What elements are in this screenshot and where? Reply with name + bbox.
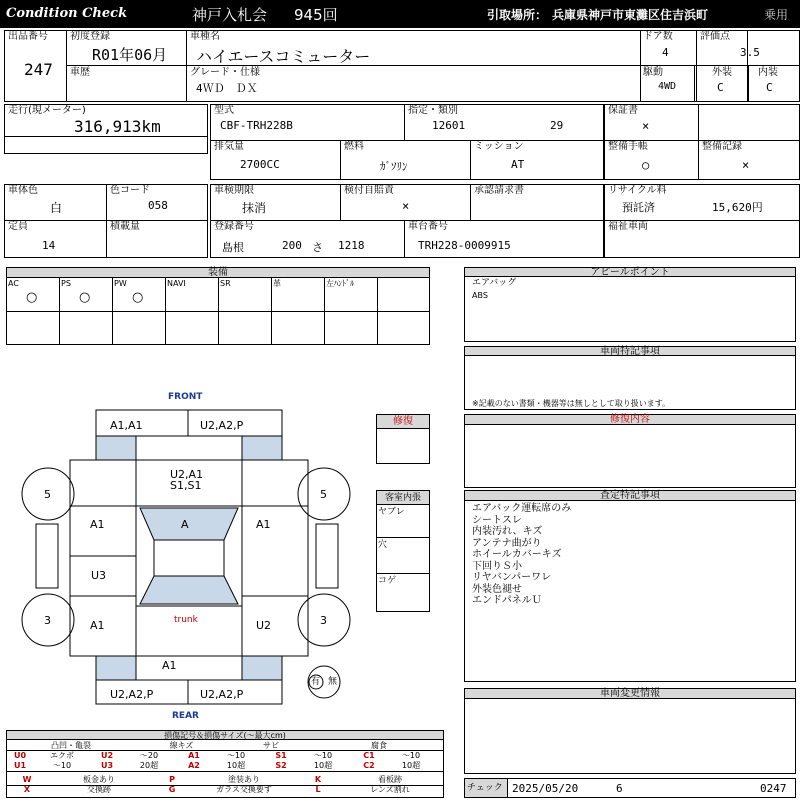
inspection-note-line: アンテナ曲がり <box>472 537 542 549</box>
designation-value: 12601 <box>432 119 466 132</box>
appeal-line-1: エアバッグ <box>472 278 517 288</box>
interior-label: 内装 <box>758 67 778 78</box>
inspection-notes-title: 査定特記事項 <box>465 491 795 501</box>
cabin-title: 客室内張 <box>377 491 429 505</box>
equipment-name: PW <box>114 279 127 288</box>
plate-label: 登録番号 <box>214 221 254 232</box>
car-name-label: 車種名 <box>190 31 220 42</box>
recycle-fee: 15,620円 <box>712 201 763 214</box>
legend-desc: 〜10 <box>226 751 246 760</box>
damage-left-rear: A1 <box>90 619 105 632</box>
legend-desc: ガラス交換要す <box>216 785 272 794</box>
color-label: 車体色 <box>8 185 38 196</box>
inspection-note-line: リヤバンパーワレ <box>472 572 552 583</box>
legend-desc: 20超 <box>139 761 159 770</box>
inspection-note-line: エアバック運転席のみ <box>472 503 572 514</box>
equipment-name: SR <box>220 279 231 288</box>
damage-left-front-door: A1 <box>90 518 105 531</box>
color-code-label: 色コード <box>110 185 150 196</box>
first-reg-value: R01年06月 <box>92 46 168 64</box>
damage-front-right: U2,A2,P <box>200 419 244 432</box>
recycle-status: 預託済 <box>622 201 655 214</box>
damage-rear-center: A1 <box>162 659 177 672</box>
approval-label: 承認請求書 <box>474 185 524 196</box>
cabin-row-hole: 穴 <box>378 540 388 550</box>
appeal-line-2: ABS <box>472 291 488 300</box>
category-number: 29 <box>550 119 564 132</box>
inspection-note-line: シートスレ <box>472 514 522 526</box>
tire-front-right: 5 <box>320 488 327 501</box>
legend-desc: エクボ <box>50 751 74 760</box>
auction-session: 945回 <box>294 6 338 24</box>
chassis-label: 車台番号 <box>408 221 448 232</box>
special-notes-disclaimer: ※記載のない書類・機器等は無しとして取り扱います。 <box>472 399 671 408</box>
tire-rear-left: 3 <box>44 614 51 627</box>
inspection-note-line: ホイールカバーキズ <box>472 549 562 560</box>
legend-desc: 10超 <box>313 761 333 770</box>
lot-label: 出品番号 <box>8 31 48 42</box>
model-value: CBF-TRH228B <box>220 119 293 132</box>
legend-code: C1 <box>363 751 375 760</box>
legend-code: U1 <box>13 761 27 770</box>
chassis-value: TRH228-0009915 <box>418 239 511 252</box>
insurance-value: × <box>402 199 410 213</box>
equipment-name: 革 <box>273 279 281 288</box>
legend-group: 線キズ <box>169 741 194 750</box>
model-label: 型式 <box>214 105 234 116</box>
pickup-location: 兵庫県神戸市東灘区住吉浜町 <box>552 8 709 22</box>
legend-desc: 〜20 <box>139 751 159 760</box>
inspection-note-line: 内装汚れ、キズ <box>472 526 543 537</box>
car-damage-diagram <box>0 380 376 720</box>
interior-value: C <box>766 81 773 94</box>
fuel-value: ｶﾞｿﾘﾝ <box>380 160 408 173</box>
service-record-label: 整備記録 <box>702 141 742 152</box>
legend-code: K <box>314 775 322 784</box>
change-info-title: 車両変更情報 <box>465 689 795 699</box>
check-number: 6 <box>616 782 623 795</box>
inspection-note-line: エンドパネルＵ <box>472 595 542 606</box>
damage-front-left: A1,A1 <box>110 419 143 432</box>
drive-value: 4WD <box>658 81 677 92</box>
legend-code: U3 <box>100 761 114 770</box>
color-code-value: 058 <box>148 199 168 212</box>
insurance-label: 検付自賠責 <box>344 185 394 196</box>
equipment-value: ○ <box>79 290 91 305</box>
auction-name: 神戸入札会 <box>192 6 268 24</box>
legend-code: S1 <box>275 751 287 760</box>
check-date: 2025/05/20 <box>512 782 579 795</box>
legend-desc: 看板跡 <box>378 775 402 784</box>
plate-number: 1218 <box>338 239 365 252</box>
lot-number: 247 <box>24 60 53 79</box>
change-info-box <box>464 688 796 774</box>
spare-tire-present: 有 <box>311 677 321 687</box>
score-label: 評価点 <box>700 31 730 42</box>
doors-value: 4 <box>662 46 669 59</box>
damage-windshield: A <box>181 518 189 531</box>
equipment-value: ○ <box>132 290 144 305</box>
legend-desc: 〜10 <box>313 751 333 760</box>
cabin-row-burn: コゲ <box>378 576 397 586</box>
service-book-label: 整備手帳 <box>608 141 648 152</box>
legend-desc: 交換跡 <box>87 785 111 794</box>
spare-tire-none: 無 <box>328 677 338 687</box>
appeal-title: アピールポイント <box>465 268 795 277</box>
grade-label: グレード・仕様 <box>190 67 260 78</box>
mileage-value: 316,913km <box>74 117 161 136</box>
designation-label: 指定・類別 <box>408 105 458 116</box>
inspection-label: 車検期限 <box>214 185 254 196</box>
fuel-label: 燃料 <box>344 141 364 152</box>
legend-code: U2 <box>100 751 114 760</box>
equipment-name: PS <box>61 279 71 288</box>
equipment-name: NAVI <box>167 279 186 288</box>
check-id: 0247 <box>760 782 787 795</box>
legend-code: X <box>23 785 31 794</box>
special-notes-title: 車両特記事項 <box>465 347 795 356</box>
damage-rear-left: U2,A2,P <box>110 688 154 701</box>
exterior-value: C <box>717 81 724 94</box>
legend-desc: 板金あり <box>83 775 115 784</box>
legend-code: U0 <box>13 751 27 760</box>
warranty-label: 保証書 <box>608 105 638 116</box>
plate-area: 島根 <box>222 241 244 254</box>
mileage-label: 走行(現メーター) <box>8 105 86 116</box>
inspection-note-line: 下回りＳ小 <box>472 560 522 572</box>
car-name: ハイエースコミューター <box>196 47 371 66</box>
vehicle-category: 乗用 <box>764 8 789 22</box>
legend-desc: 10超 <box>401 761 421 770</box>
damage-right-rear: U2 <box>256 619 272 632</box>
equipment-name: AC <box>8 279 19 288</box>
legend-desc: 塗装あり <box>228 775 260 784</box>
service-book-value: ○ <box>642 158 650 172</box>
displacement-value: 2700CC <box>240 158 280 171</box>
history-label: 車歴 <box>70 67 90 78</box>
capacity-label: 定員 <box>8 221 28 232</box>
damage-right-front-door: A1 <box>256 518 271 531</box>
equipment-value: ○ <box>26 290 38 305</box>
legend-code: W <box>22 775 32 784</box>
service-record-value: × <box>742 158 750 172</box>
cabin-row-tear: ヤブレ <box>378 507 405 517</box>
trunk-label: trunk <box>174 615 198 625</box>
displacement-label: 排気量 <box>214 141 244 152</box>
equipment-title: 装備 <box>7 268 429 278</box>
inspection-note-line: 外装色褪せ <box>472 583 522 595</box>
legend-code: A1 <box>188 751 200 760</box>
damage-hood-2: S1,S1 <box>170 479 202 492</box>
score-value: 3.5 <box>740 46 760 59</box>
sheet-title: Condition Check <box>6 6 128 21</box>
damage-rear-right: U2,A2,P <box>200 688 244 701</box>
legend-desc: 〜10 <box>52 761 72 770</box>
equipment-name: 左ﾊﾝﾄﾞﾙ <box>326 279 354 288</box>
legend-title: 損傷記号＆損傷サイズ(〜最大cm) <box>7 731 443 740</box>
legend-desc: 10超 <box>226 761 246 770</box>
legend-code: A2 <box>188 761 200 770</box>
repair-history-title: 修復 <box>377 415 429 429</box>
check-label: チェック <box>467 783 503 793</box>
plate-class: 200 <box>282 239 302 252</box>
vehicle-info-box <box>4 30 748 102</box>
tire-rear-right: 3 <box>320 614 327 627</box>
color-value: 白 <box>50 201 63 215</box>
damage-left-mid: U3 <box>91 569 107 582</box>
front-label: FRONT <box>168 392 203 402</box>
legend-code: G <box>168 785 176 794</box>
warranty-value: × <box>642 119 650 133</box>
registration-box <box>210 184 604 258</box>
inspection-value: 抹消 <box>242 201 267 215</box>
mission-label: ミッション <box>474 141 524 152</box>
rear-label: REAR <box>172 711 199 721</box>
grade-value: 4ＷＤ ＤＸ <box>196 82 258 95</box>
exterior-label: 外装 <box>712 67 732 78</box>
legend-group: 腐食 <box>371 741 387 750</box>
doors-label: ドア数 <box>643 31 673 42</box>
legend-code: C2 <box>363 761 375 770</box>
legend-group: サビ <box>263 741 279 750</box>
legend-code: P <box>169 775 175 784</box>
mission-value: AT <box>511 158 525 171</box>
first-reg-label: 初度登録 <box>70 31 110 42</box>
legend-desc: レンズ割れ <box>370 785 410 794</box>
welfare-label: 福祉車両 <box>608 221 648 232</box>
damage-hood-1: U2,A1 <box>170 468 204 481</box>
repair-content-box <box>464 414 796 488</box>
recycle-label: リサイクル料 <box>608 185 667 196</box>
legend-code: S2 <box>275 761 287 770</box>
pickup-label: 引取場所： <box>487 8 548 22</box>
tire-front-left: 5 <box>44 488 51 501</box>
legend-group: 凸凹・亀裂 <box>51 741 91 750</box>
capacity-value: 14 <box>42 239 56 252</box>
drive-label: 駆動 <box>643 67 663 78</box>
plate-kana: さ <box>312 241 323 254</box>
legend-code: L <box>315 785 321 794</box>
repair-content-title: 修復内容 <box>465 415 795 425</box>
load-label: 積載量 <box>110 221 140 232</box>
legend-desc: 〜10 <box>401 751 421 760</box>
